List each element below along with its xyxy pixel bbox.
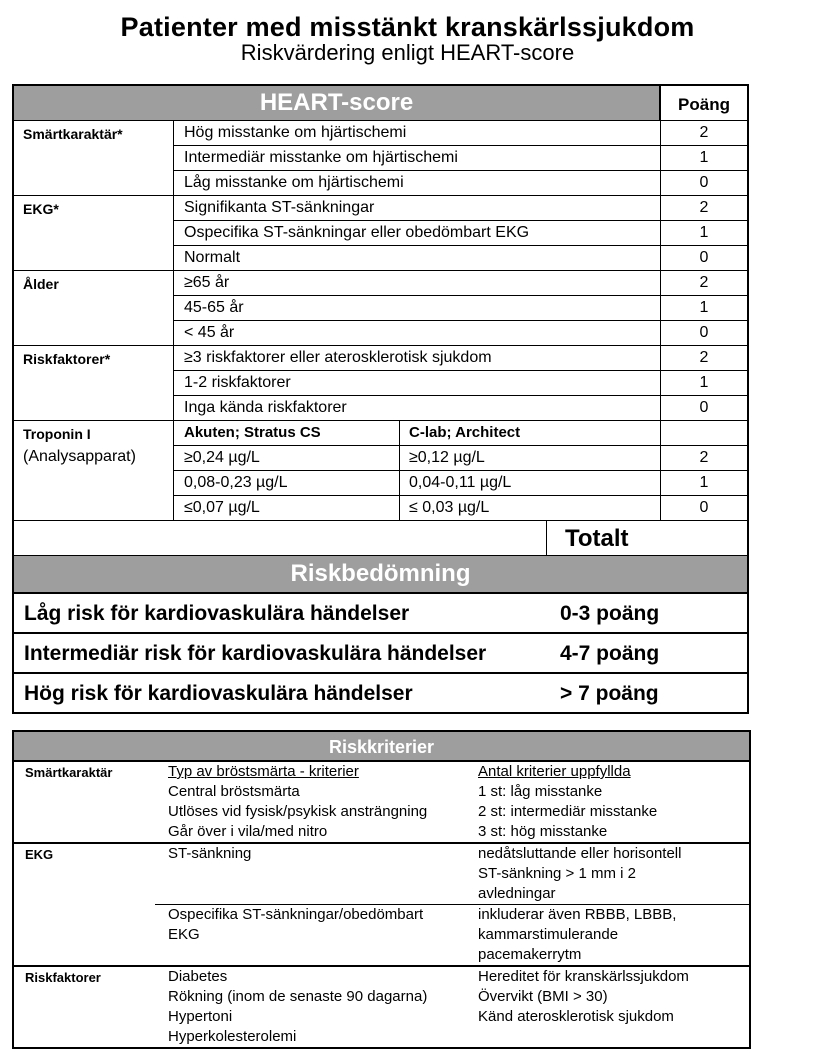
risk-criteria-table: [12, 730, 751, 1049]
risk-criteria-header: Riskkriterier: [14, 732, 749, 762]
table-row: [174, 221, 747, 246]
row-value-b: ≤ 0,03 µg/L: [400, 496, 661, 520]
criteria-column-1: [155, 762, 478, 842]
criteria-column-2: [478, 967, 749, 1047]
table-row: [174, 471, 747, 496]
criteria-line: ST-sänkning > 1 mm i 2: [478, 865, 636, 882]
criteria-subheader: Typ av bröstsmärta - kriterier: [168, 763, 359, 780]
criteria-category: EKG: [25, 847, 54, 862]
row-points: 2: [699, 449, 709, 466]
criteria-column-1: [155, 905, 478, 965]
row-points: 0: [699, 174, 709, 191]
criteria-line: nedåtsluttande eller horisontell: [478, 845, 682, 862]
row-points: 1: [699, 224, 709, 241]
troponin-sublabel: (Analysapparat): [23, 448, 136, 465]
criteria-group-riskfaktorer: [14, 967, 749, 1047]
criteria-column-2: [478, 905, 749, 965]
points-header: Poäng: [678, 95, 730, 114]
criteria-category: Smärtkaraktär: [25, 765, 113, 780]
criteria-column-1: [155, 844, 478, 904]
row-value-a: ≥0,24 µg/L: [174, 446, 400, 470]
row-label: ≥3 riskfaktorer eller aterosklerotisk sjukdom: [174, 346, 661, 370]
row-label: 45-65 år: [174, 296, 661, 320]
row-points: 2: [699, 199, 709, 216]
criteria-line: Hereditet för kranskärlssjukdom: [478, 968, 689, 985]
criteria-line: Utlöses vid fysisk/psykisk ansträngning: [168, 803, 428, 820]
row-points: 2: [699, 124, 709, 141]
row-label: Ospecifika ST-sänkningar eller obedömbart EKG: [174, 221, 661, 245]
table-row: [174, 496, 747, 520]
total-row: [14, 521, 747, 556]
table-row: [174, 296, 747, 321]
table-row: [174, 371, 747, 396]
criteria-line: 1 st: låg misstanke: [478, 783, 603, 800]
criteria-line: 3 st: hög misstanke: [478, 823, 608, 840]
criteria-category: Riskfaktorer: [25, 970, 101, 985]
row-value-a: 0,08-0,23 µg/L: [174, 471, 400, 495]
row-points: 1: [699, 474, 709, 491]
criteria-line: 2 st: intermediär misstanke: [478, 803, 658, 820]
row-label: ≥65 år: [174, 271, 661, 295]
group-troponin: [14, 421, 747, 521]
group-smartkaraktar: [14, 121, 747, 196]
risk-points: 0-3 poäng: [560, 602, 660, 625]
row-points: 0: [699, 399, 709, 416]
category-label: Ålder: [14, 271, 174, 345]
row-points: 1: [699, 299, 709, 316]
table-row: [174, 246, 747, 270]
table-row: [174, 171, 747, 195]
row-points: 2: [699, 274, 709, 291]
row-label: Inga kända riskfaktorer: [174, 396, 661, 420]
table-row: [174, 146, 747, 171]
criteria-line: Övervikt (BMI > 30): [478, 988, 608, 1005]
row-label: Signifikanta ST-sänkningar: [174, 196, 661, 220]
criteria-line: pacemakerrytm: [478, 946, 582, 963]
troponin-header-row: [174, 421, 747, 446]
row-label: < 45 år: [174, 321, 661, 345]
row-value-b: ≥0,12 µg/L: [400, 446, 661, 470]
criteria-subheader: Antal kriterier uppfyllda: [478, 763, 631, 780]
criteria-line: Känd aterosklerotisk sjukdom: [478, 1008, 674, 1025]
row-points: 2: [699, 349, 709, 366]
criteria-line: Diabetes: [168, 968, 228, 985]
row-label: Hög misstanke om hjärtischemi: [174, 121, 661, 145]
group-ekg: [14, 196, 747, 271]
heart-score-table: [12, 84, 749, 714]
group-alder: [14, 271, 747, 346]
criteria-line: Rökning (inom de senaste 90 dagarna): [168, 988, 428, 1005]
risk-label: Hög risk för kardiovaskulära händelser: [24, 682, 413, 705]
criteria-line: Går över i vila/med nitro: [168, 823, 328, 840]
table-row: [174, 271, 747, 296]
category-label: Riskfaktorer*: [14, 346, 174, 420]
risk-points: > 7 poäng: [560, 682, 659, 705]
column-header: C-lab; Architect: [400, 421, 661, 445]
criteria-line: ST-sänkning: [168, 845, 252, 862]
page-subtitle: Riskvärdering enligt HEART-score: [240, 40, 575, 65]
row-value-b: 0,04-0,11 µg/L: [400, 471, 661, 495]
row-label: 1-2 riskfaktorer: [174, 371, 661, 395]
criteria-column-1: [155, 967, 478, 1047]
row-points: 0: [699, 324, 709, 341]
row-points: 0: [699, 249, 709, 266]
criteria-column-2: [478, 844, 749, 904]
group-riskfaktorer: [14, 346, 747, 421]
table-row: [174, 121, 747, 146]
criteria-line: avledningar: [478, 885, 556, 902]
criteria-line: kammarstimulerande: [478, 926, 619, 943]
table-row: [174, 321, 747, 345]
page-title: Patienter med misstänkt kranskärlssjukdom: [120, 12, 695, 42]
risk-row: [14, 674, 747, 712]
row-points: 1: [699, 149, 709, 166]
table-row: [174, 446, 747, 471]
table-row: [174, 196, 747, 221]
row-points: 1: [699, 374, 709, 391]
table-row: [174, 346, 747, 371]
category-label: Smärtkaraktär*: [14, 121, 174, 195]
criteria-line: EKG: [168, 926, 200, 943]
heart-header: HEART-score: [14, 86, 661, 120]
criteria-column-2: [478, 762, 749, 842]
criteria-line: Central bröstsmärta: [168, 783, 300, 800]
row-label: Intermediär misstanke om hjärtischemi: [174, 146, 661, 170]
criteria-line: inkluderar även RBBB, LBBB,: [478, 906, 677, 923]
criteria-line: Hyperkolesterolemi: [168, 1028, 297, 1045]
risk-row: [14, 634, 747, 674]
category-label: EKG*: [14, 196, 174, 270]
heart-header-row: [14, 86, 747, 121]
column-header: Akuten; Stratus CS: [174, 421, 400, 445]
troponin-label: Troponin I: [23, 426, 91, 442]
risk-assessment-header: Riskbedömning: [14, 556, 747, 594]
table-row: [174, 396, 747, 420]
row-value-a: ≤0,07 µg/L: [174, 496, 400, 520]
row-points: 0: [699, 499, 709, 516]
criteria-line: Hypertoni: [168, 1008, 233, 1025]
criteria-group-smartkaraktar: [14, 762, 749, 844]
criteria-line: Ospecifika ST-sänkningar/obedömbart: [168, 906, 424, 923]
total-label: Totalt: [565, 525, 629, 552]
risk-points: 4-7 poäng: [560, 642, 660, 665]
row-label: Låg misstanke om hjärtischemi: [174, 171, 661, 195]
risk-label: Intermediär risk för kardiovaskulära händelser: [24, 642, 487, 665]
criteria-group-ekg: [14, 844, 749, 967]
risk-row: [14, 594, 747, 634]
category-label: [14, 421, 174, 520]
row-label: Normalt: [174, 246, 661, 270]
risk-label: Låg risk för kardiovaskulära händelser: [24, 602, 410, 625]
